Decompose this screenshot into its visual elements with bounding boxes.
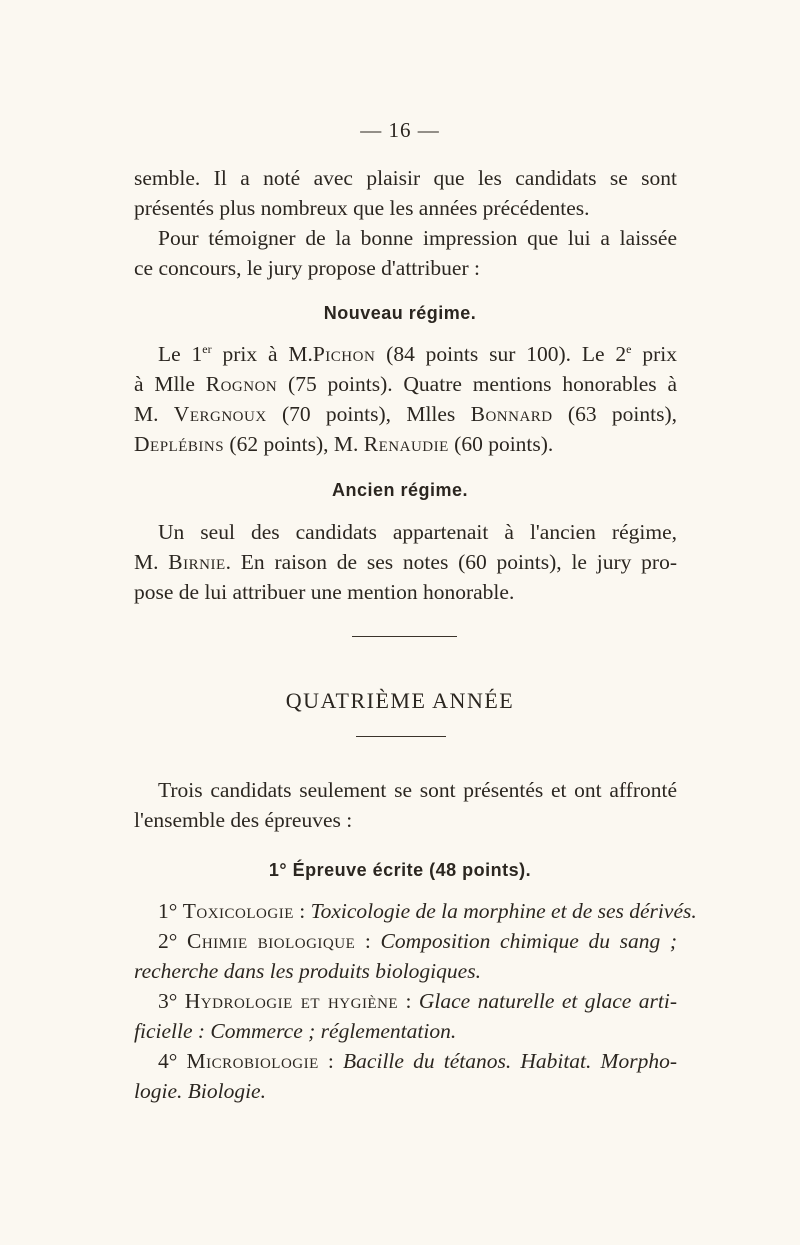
nouveau-regime-paragraph	[134, 339, 677, 459]
exam-item-continued: logie. Biologie.	[134, 1079, 266, 1103]
heading-nouveau-regime: Nouveau régime.	[323, 303, 477, 323]
ancien-regime-paragraph	[134, 517, 677, 607]
heading-epreuve-ecrite: 1° Épreuve écrite (48 points).	[268, 860, 532, 880]
divider	[352, 636, 457, 637]
text-line: Un seul des candidats appartenait à l'ancien régime,	[158, 520, 677, 544]
text-line: pose de lui attribuer une mention honorable.	[134, 580, 515, 604]
candidate-name: Birnie	[168, 550, 226, 574]
candidate-name: Renaudie	[363, 432, 449, 456]
exam-item-continued: recherche dans les produits biologiques.	[134, 959, 481, 983]
text-line: Le 1er prix à M.Pichon (84 points sur 100). Le 2e prix	[158, 341, 677, 366]
exam-subjects	[134, 896, 697, 1106]
exam-item: 2° Chimie biologique : Composition chimique du sang ;	[158, 929, 677, 953]
intro-paragraph	[134, 163, 677, 283]
candidate-name: Vergnoux	[173, 402, 267, 426]
exam-item: 1° Toxicologie : Toxicologie de la morphine et de ses dérivés.	[158, 899, 697, 923]
text-line: l'ensemble des épreuves :	[134, 808, 353, 832]
text-line: M. Vergnoux (70 points), Mlles Bonnard (63 points),	[134, 402, 677, 426]
exam-item: 4° Microbiologie : Bacille du tétanos. Habitat. Morpho-	[158, 1049, 677, 1073]
text-line: ce concours, le jury propose d'attribuer :	[134, 256, 480, 280]
text-line: semble. Il a noté avec plaisir que les candidats se sont	[134, 166, 677, 190]
exam-item-continued: ficielle : Commerce ; réglementation.	[134, 1019, 457, 1043]
candidate-name: Rognon	[205, 372, 278, 396]
text-line: Deplébins (62 points), M. Renaudie (60 points).	[134, 432, 554, 456]
text-line: Trois candidats seulement se sont présentés et ont affronté	[158, 778, 677, 802]
section-title: QUATRIÈME ANNÉE	[285, 688, 515, 713]
section-intro-paragraph	[134, 775, 677, 835]
text-line: présentés plus nombreux que les années précédentes.	[134, 196, 590, 220]
text-line: M. Birnie. En raison de ses notes (60 points), le jury pro-	[134, 550, 677, 574]
divider	[356, 736, 446, 737]
candidate-name: Bonnard	[470, 402, 553, 426]
page-number: — 16 —	[360, 118, 440, 142]
candidate-name: Pichon	[312, 342, 376, 366]
text-line: à Mlle Rognon (75 points). Quatre mentions honorables à	[134, 372, 677, 396]
candidate-name: Deplébins	[134, 432, 225, 456]
text-line: Pour témoigner de la bonne impression que lui a laissée	[158, 226, 677, 250]
exam-item: 3° Hydrologie et hygiène : Glace naturelle et glace arti-	[158, 989, 677, 1013]
heading-ancien-regime: Ancien régime.	[331, 480, 469, 500]
